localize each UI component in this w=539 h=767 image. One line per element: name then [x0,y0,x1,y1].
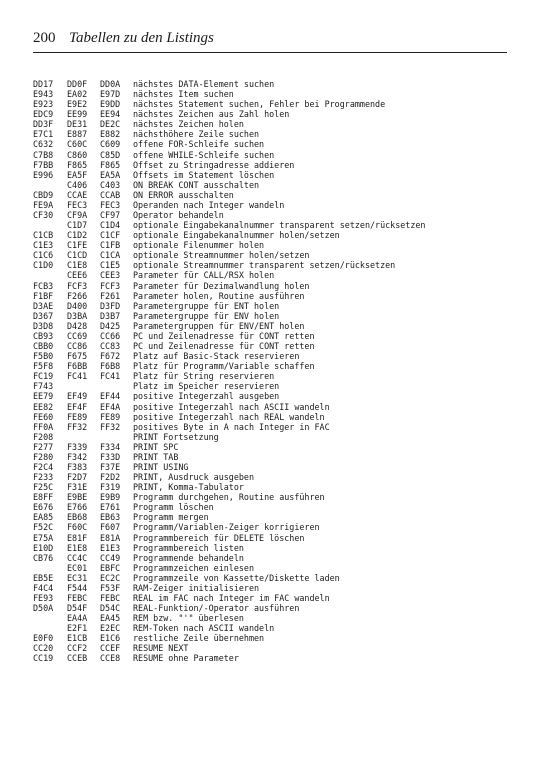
address-col-3: F33D [100,451,121,462]
address-col-2: C1CD [67,250,88,261]
address-col-2: C860 [67,149,88,160]
address-col-2: FEBC [67,592,88,603]
address-col-2: CCF2 [67,643,88,654]
address-col-3: EB63 [100,512,121,523]
description: Programm löschen [133,502,214,513]
table-row [33,361,523,371]
table-row [33,109,523,119]
table-row [33,321,523,331]
address-col-3: EE94 [100,109,121,120]
address-col-1: F280 [33,451,54,462]
address-col-1: E10D [33,542,54,553]
address-col-2: EA4A [67,613,88,624]
address-col-3: CCEF [100,643,121,654]
address-col-1: C1D0 [33,260,54,271]
table-row [33,89,523,99]
address-col-2: CCAE [67,189,88,200]
description: Programm mergen [133,512,209,523]
address-table [33,79,523,664]
address-col-1: FC19 [33,371,54,382]
description: offene FOR-Schleife suchen [133,139,265,150]
address-col-3: CF97 [100,210,121,221]
address-col-3: EA5A [100,169,121,180]
table-row [33,543,523,553]
address-col-3: E81A [100,532,121,543]
address-col-1: F5F8 [33,361,54,372]
address-col-1: F1BF [33,290,54,301]
address-col-1: CB93 [33,330,54,341]
description: offene WHILE-Schleife suchen [133,149,275,160]
address-col-3: FEBC [100,592,121,603]
description: REM-Token nach ASCII wandeln [133,623,275,634]
address-col-1: F277 [33,441,54,452]
page-title: Tabellen zu den Listings [69,30,214,46]
table-row [33,331,523,341]
address-col-1: D50A [33,603,54,614]
address-col-2: DD0F [67,79,88,89]
address-col-1: EE79 [33,391,54,402]
address-col-2: D54F [67,603,88,614]
address-col-3: DD0A [100,79,121,89]
description: Parametergruppen für ENV/ENT holen [133,320,305,331]
description: PRINT USING [133,461,189,472]
address-col-2: EE99 [67,109,88,120]
table-row [33,230,523,240]
address-col-2: D400 [67,300,88,311]
table-row [33,492,523,502]
address-col-3: FF32 [100,421,121,432]
address-col-1: E996 [33,169,54,180]
table-row [33,79,523,89]
description: REM bzw. "'" überlesen [133,613,244,624]
address-col-1: D3AE [33,300,54,311]
address-col-3: C1FB [100,240,121,251]
address-col-3: CC49 [100,552,121,563]
address-col-2: E9E2 [67,99,88,110]
description: Platz im Speicher reservieren [133,381,280,392]
description: Programmzeichen einlesen [133,562,255,573]
address-col-2: E1CB [67,633,88,644]
address-col-3: F53F [100,582,121,593]
table-row [33,422,523,432]
address-col-2: FC41 [67,371,88,382]
address-col-2: CC4C [67,552,88,563]
address-col-3: EF4A [100,401,121,412]
address-col-1: E75A [33,532,54,543]
address-col-3: FC41 [100,371,121,382]
description: restliche Zeile übernehmen [133,633,265,644]
address-col-3: E9B9 [100,492,121,503]
table-row [33,573,523,583]
address-col-1: FCB3 [33,280,54,291]
table-row [33,412,523,422]
address-col-1: F208 [33,431,54,442]
address-col-2: EB68 [67,512,88,523]
address-col-3: E1C6 [100,633,121,644]
table-row [33,250,523,260]
address-col-2: EF49 [67,391,88,402]
address-col-2: E887 [67,129,88,140]
address-col-3: EF44 [100,391,121,402]
description: nächsthöhere Zeile suchen [133,129,260,140]
table-row [33,341,523,351]
address-col-2: F60C [67,522,88,533]
description: PRINT, Komma-Tabulator [133,482,244,493]
description: Parametergruppe für ENV holen [133,310,280,321]
address-col-2: FEC3 [67,199,88,210]
address-col-1: DD3F [33,119,54,130]
address-col-1: CC20 [33,643,54,654]
description: Programmzeile von Kassette/Diskette laden [133,572,340,583]
table-row [33,593,523,603]
address-col-3: CEE3 [100,270,121,281]
table-row [33,170,523,180]
table-row [33,391,523,401]
address-col-1: EE82 [33,401,54,412]
address-col-3: CC83 [100,341,121,352]
table-row [33,402,523,412]
address-col-1: CB76 [33,552,54,563]
address-col-3: EA45 [100,613,121,624]
address-col-3: FCF3 [100,280,121,291]
description: PC und Zeilenadresse für CONT retten [133,330,315,341]
address-col-3: DE2C [100,119,121,130]
table-row [33,643,523,653]
address-col-1: C7B8 [33,149,54,160]
table-row [33,351,523,361]
description: RAM-Zeiger initialisieren [133,582,260,593]
description: Programmbereich für DELETE löschen [133,532,305,543]
table-row [33,200,523,210]
address-col-1: FF0A [33,421,54,432]
description: Parameter für Dezimalwandlung holen [133,280,310,291]
address-col-2: EF4F [67,401,88,412]
description: RESUME ohne Parameter [133,653,239,664]
table-row [33,301,523,311]
address-col-1: D3D8 [33,320,54,331]
table-row [33,522,523,532]
table-row [33,119,523,129]
page-header [33,28,507,53]
address-col-3: C1D4 [100,220,121,231]
description: nächstes DATA-Element suchen [133,79,275,89]
table-row [33,270,523,280]
address-col-3: FEC3 [100,199,121,210]
address-col-2: E1E8 [67,542,88,553]
table-row [33,99,523,109]
address-col-1: DD17 [33,79,54,89]
address-col-2: FF32 [67,421,88,432]
address-col-3: F6B8 [100,361,121,372]
address-col-3: C609 [100,139,121,150]
description: nächstes Zeichen holen [133,119,244,130]
table-row [33,180,523,190]
address-col-1: F233 [33,472,54,483]
address-col-3: D3B7 [100,310,121,321]
address-col-3: C1CA [100,250,121,261]
table-row [33,553,523,563]
address-col-1: E7C1 [33,129,54,140]
address-col-2: FE89 [67,411,88,422]
table-row [33,381,523,391]
description: Operanden nach Integer wandeln [133,199,285,210]
description: Offsets im Statement löschen [133,169,275,180]
address-col-3: D425 [100,320,121,331]
address-col-3: CCAB [100,189,121,200]
description: Offset zu Stringadresse addieren [133,159,295,170]
table-row [33,281,523,291]
address-col-1: F743 [33,381,54,392]
address-col-1: EA85 [33,512,54,523]
table-row [33,432,523,442]
address-col-1: F2C4 [33,461,54,472]
description: nächstes Statement suchen, Fehler bei Programmende [133,99,386,110]
description: PRINT SPC [133,441,179,452]
address-col-2: C60C [67,139,88,150]
address-col-3: F2D2 [100,472,121,483]
table-row [33,512,523,522]
address-col-2: E9BE [67,492,88,503]
address-col-3: E1E3 [100,542,121,553]
address-col-2: F6BB [67,361,88,372]
address-col-3: F261 [100,290,121,301]
address-col-3: CCE8 [100,653,121,664]
description: Programm/Variablen-Zeiger korrigieren [133,522,320,533]
address-col-1: F7BB [33,159,54,170]
table-row [33,653,523,663]
table-row [33,452,523,462]
address-col-3: F37E [100,461,121,472]
address-col-2: C1FE [67,240,88,251]
address-col-3: D54C [100,603,121,614]
table-row [33,260,523,270]
table-row [33,311,523,321]
address-col-2: F383 [67,461,88,472]
description: nächstes Item suchen [133,89,234,100]
address-col-1: FE93 [33,592,54,603]
table-row [33,371,523,381]
address-col-2: C1D7 [67,220,88,231]
description: Programm durchgehen, Routine ausführen [133,492,325,503]
description: PRINT, Ausdruck ausgeben [133,472,255,483]
address-col-2: D428 [67,320,88,331]
address-col-3: F319 [100,482,121,493]
table-row [33,220,523,230]
address-col-2: E81F [67,532,88,543]
description: ON BREAK CONT ausschalten [133,179,260,190]
address-col-1: D367 [33,310,54,321]
address-col-2: CEE6 [67,270,88,281]
description: positives Byte in A nach Integer in FAC [133,421,330,432]
address-col-2: FCF3 [67,280,88,291]
address-col-2: CCEB [67,653,88,664]
page-number: 200 [33,30,56,46]
table-row [33,129,523,139]
address-col-1: FE9A [33,199,54,210]
description: Parameter holen, Routine ausführen [133,290,305,301]
description: PRINT Fortsetzung [133,431,219,442]
table-row [33,240,523,250]
address-col-1: CC19 [33,653,54,664]
address-col-3: F672 [100,351,121,362]
address-col-2: F675 [67,351,88,362]
address-col-3: E97D [100,89,121,100]
description: optionale Eingabekanalnummer transparent setzen/rücksetzen [133,220,426,231]
table-row [33,533,523,543]
description: positive Integerzahl nach REAL wandeln [133,411,325,422]
address-col-2: EC31 [67,572,88,583]
description: optionale Eingabekanalnummer holen/setzen [133,230,340,241]
table-row [33,139,523,149]
address-col-1: F25C [33,482,54,493]
address-col-2: E2F1 [67,623,88,634]
address-col-1: E676 [33,502,54,513]
description: optionale Filenummer holen [133,240,265,251]
address-col-2: CC69 [67,330,88,341]
table-row [33,563,523,573]
address-col-1: C1CB [33,230,54,241]
address-col-2: C1E8 [67,260,88,271]
description: Platz auf Basic-Stack reservieren [133,351,300,362]
description: Parametergruppe für ENT holen [133,300,280,311]
address-col-3: FE89 [100,411,121,422]
address-col-2: F544 [67,582,88,593]
table-row [33,613,523,623]
address-col-1: E0F0 [33,633,54,644]
description: nächstes Zeichen aus Zahl holen [133,109,290,120]
address-col-1: CBB0 [33,341,54,352]
address-col-2: F342 [67,451,88,462]
description: optionale Streamnummer holen/setzen [133,250,310,261]
address-col-3: C1E5 [100,260,121,271]
table-row [33,502,523,512]
table-row [33,472,523,482]
address-col-2: DE31 [67,119,88,130]
table-row [33,150,523,160]
address-col-1: E8FF [33,492,54,503]
address-col-3: C1CF [100,230,121,241]
address-col-3: F865 [100,159,121,170]
address-col-3: F334 [100,441,121,452]
table-row [33,442,523,452]
address-col-1: F4C4 [33,582,54,593]
address-col-2: EC01 [67,562,88,573]
description: Parameter für CALL/RSX holen [133,270,275,281]
table-row [33,482,523,492]
description: optionale Streamnummer transparent setzen/rücksetzen [133,260,396,271]
address-col-1: C632 [33,139,54,150]
table-row [33,603,523,613]
address-col-1: C1E3 [33,240,54,251]
address-col-2: F339 [67,441,88,452]
address-col-2: CC86 [67,341,88,352]
address-col-2: F31E [67,482,88,493]
description: Operator behandeln [133,210,224,221]
table-row [33,160,523,170]
address-col-3: F607 [100,522,121,533]
address-col-1: F5B0 [33,351,54,362]
address-col-3: EBFC [100,562,121,573]
address-col-3: EC2C [100,572,121,583]
description: REAL im FAC nach Integer im FAC wandeln [133,592,330,603]
description: positive Integerzahl ausgeben [133,391,280,402]
address-col-3: E882 [100,129,121,140]
address-col-2: F266 [67,290,88,301]
address-col-3: E2EC [100,623,121,634]
address-col-3: C85D [100,149,121,160]
description: PRINT TAB [133,451,179,462]
table-row [33,190,523,200]
description: Platz für String reservieren [133,371,275,382]
description: Programmende behandeln [133,552,244,563]
address-col-2: F865 [67,159,88,170]
address-col-2: C406 [67,179,88,190]
description: PC und Zeilenadresse für CONT retten [133,341,315,352]
address-col-3: E761 [100,502,121,513]
address-col-1: FE60 [33,411,54,422]
table-row [33,633,523,643]
table-row [33,291,523,301]
address-col-1: CBD9 [33,189,54,200]
address-col-1: EB5E [33,572,54,583]
address-col-3: D3FD [100,300,121,311]
address-col-2: EA02 [67,89,88,100]
table-row [33,210,523,220]
address-col-2: F2D7 [67,472,88,483]
table-row [33,623,523,633]
address-col-2: D3BA [67,310,88,321]
address-col-3: C403 [100,179,121,190]
address-col-3: CC66 [100,330,121,341]
description: RESUME NEXT [133,643,189,654]
address-col-1: EDC9 [33,109,54,120]
address-col-1: C1C6 [33,250,54,261]
table-row [33,583,523,593]
address-col-1: F52C [33,522,54,533]
address-col-2: E766 [67,502,88,513]
table-row [33,462,523,472]
address-col-1: E943 [33,89,54,100]
address-col-2: CF9A [67,210,88,221]
address-col-1: E923 [33,99,54,110]
address-col-1: CF30 [33,210,54,221]
description: Platz für Programm/Variable schaffen [133,361,315,372]
description: REAL-Funktion/-Operator ausführen [133,603,300,614]
address-col-2: EA5F [67,169,88,180]
description: Programmbereich listen [133,542,244,553]
address-col-3: E9DD [100,99,121,110]
description: positive Integerzahl nach ASCII wandeln [133,401,330,412]
description: ON ERROR ausschalten [133,189,234,200]
address-col-2: C1D2 [67,230,88,241]
